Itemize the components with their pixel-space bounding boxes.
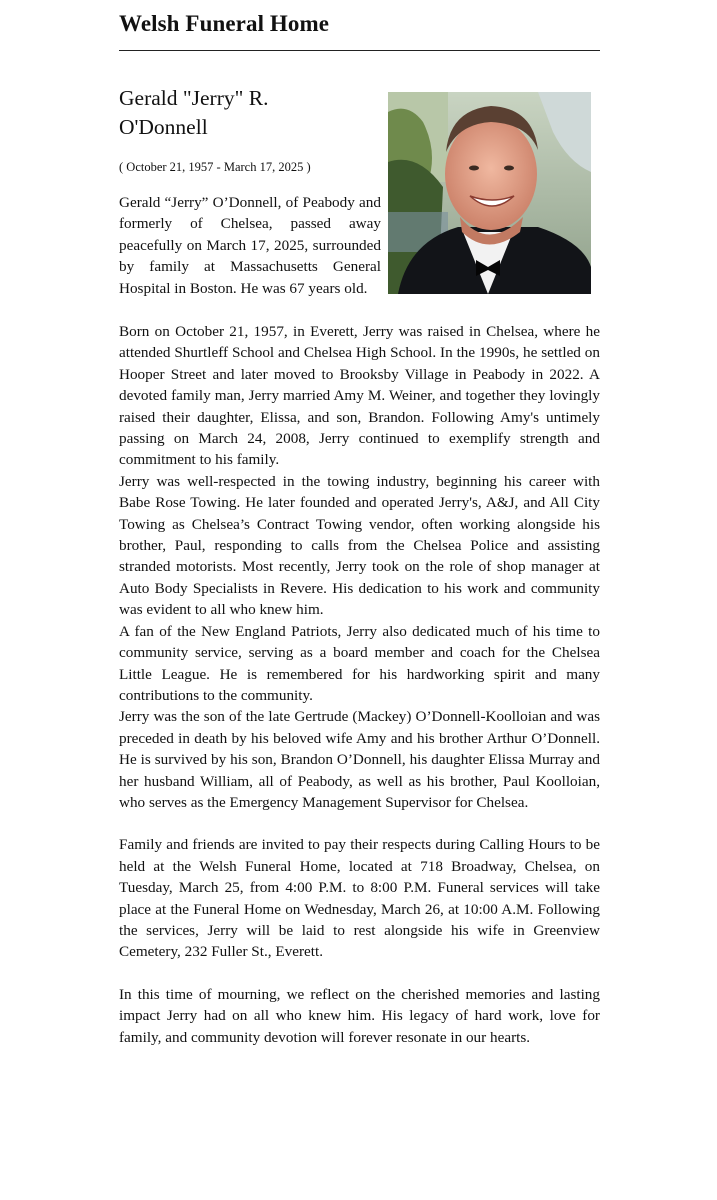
portrait-photo [388,92,591,294]
obituary-paragraph-family: Jerry was the son of the late Gertrude (Mackey) O’Donnell-Koolloian and was preceded in death by his beloved wife Amy and his brother Arthur O’Donnell. He is survived by his son, Brandon O’Donnell, his daughter Elissa Murray and her husband William, all of Peabody, as well as his brother, Paul Koolloian, who serves as the Emergency Management Supervisor for Chelsea. [119,708,600,811]
obituary-body [119,321,600,1048]
obituary-paragraph-early-life: Born on October 21, 1957, in Everett, Jerry was raised in Chelsea, where he attended Shurtleff School and Chelsea High School. In the 1990s, he settled on Hooper Street and later moved to Brooksby Village in Peabody in 2022. A devoted family man, Jerry married Amy M. Weiner, and together they lovingly raised their daughter, Elissa, and son, Brandon. Following Amy's untimely passing on March 24, 2008, Jerry continued to exemplify strength and commitment to his family. [119,323,600,469]
obituary-paragraph-intro: Gerald “Jerry” O’Donnell, of Peabody and formerly of Chelsea, passed away peacefully on March 17, 2025, surrounded by family at Massachusetts General Hospital in Boston. He was 67 years old. [119,194,381,297]
site-title[interactable]: Welsh Funeral Home [119,11,330,36]
obituary-paragraph-services: Family and friends are invited to pay their respects during Calling Hours to be held at the Welsh Funeral Home, located at 718 Broadway, Chelsea, on Tuesday, March 25, from 4:00 P.M. to 8:00 P.M. Funeral services will take place at the Funeral Home on Wednesday, March 26, at 10:00 A.M. Following the services, Jerry will be laid to rest alongside his wife in Greenview Cemetery, 232 Fuller St., Everett. [119,836,600,961]
header-divider [119,50,600,51]
obituary-paragraph-career: Jerry was well-respected in the towing industry, beginning his career with Babe Rose Towing. He later founded and operated Jerry's, A&J, and All City Towing as Chelsea’s Contract Towing vendor, often working alongside his brother, Paul, responding to calls from the Chelsea Police and assisting stranded motorists. Most recently, Jerry took on the role of shop manager at Auto Body Specialists in Revere. His dedication to his work and community was evident to all who knew him. [119,472,600,619]
obituary-paragraph-community: A fan of the New England Patriots, Jerry also dedicated much of his time to community service, serving as a board member and coach for the Chelsea Little League. He is remembered for his hardworking spirit and many contributions to the community. [119,622,600,704]
life-dates: ( October 21, 1957 - March 17, 2025 ) [119,160,311,174]
page-content [119,0,600,1046]
obituary-paragraph-closing: In this time of mourning, we reflect on the cherished memories and lasting impact Jerry had on all who knew him. His legacy of hard work, love for family, and community devotion will forever resonate in our hearts. [119,985,600,1046]
deceased-name: Gerald "Jerry" R. O'Donnell [119,86,269,139]
